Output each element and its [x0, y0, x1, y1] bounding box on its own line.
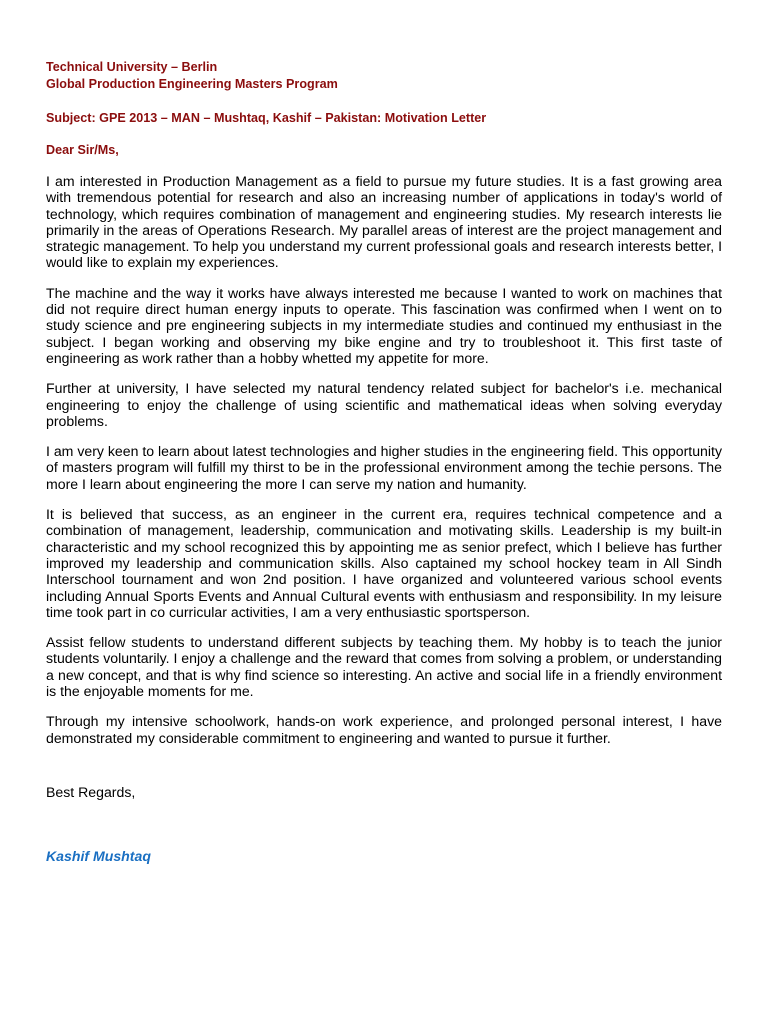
paragraph-machines: The machine and the way it works have always interested me because I wanted to work on machines that did not require direct human energy inputs to operate. This fascination was confirmed when I went on to study science and pre engineering subjects in my intermediate studies and continued my enthusiast in the subject. I began working and observing my bike engine and try to troubleshoot it. This first taste of engineering as work rather than a hobby whetted my appetite for more. — [46, 284, 722, 366]
paragraph-commitment: Through my intensive schoolwork, hands-on work experience, and prolonged personal interest, I have demonstrated my considerable commitment to engineering and wanted to pursue it further. — [46, 713, 722, 746]
university-heading: Technical University – Berlin — [46, 60, 218, 74]
subject-line: Subject: GPE 2013 – MAN – Mushtaq, Kashif – Pakistan: Motivation Letter — [46, 111, 487, 125]
paragraph-interest: I am interested in Production Management as a field to pursue my future studies. It is a fast growing area with tremendous potential for research and also an increasing number of applications in today's world of technology, which requires combination of management and engineering studies. My research interests lie primarily in the areas of Operations Research. My parallel areas of interest are the project management and strategic management. To help you understand my current professional goals and research interests better, I would like to explain my experiences. — [46, 173, 722, 271]
program-heading: Global Production Engineering Masters Program — [46, 77, 338, 91]
salutation: Dear Sir/Ms, — [46, 143, 119, 157]
signature: Kashif Mushtaq — [46, 848, 151, 865]
paragraph-leadership: It is believed that success, as an engineer in the current era, requires technical competence and a combination of management, leadership, communication and motivating skills. Leadership is my built-in characteristic and my school recognized this by appointing me as senior prefect, which I believe has further improved my leadership and communication skills. Also captained my school hockey team in All Sindh Interschool tournament and won 2nd position. I have organized and volunteered various school events including Annual Sports Events and Annual Cultural events with enthusiasm and responsibility. In my leisure time took part in co curricular activities, I am a very enthusiastic sportsperson. — [46, 506, 722, 620]
paragraph-keen: I am very keen to learn about latest technologies and higher studies in the engineering field. This opportunity of masters program will fulfill my thirst to be in the professional environment among the techie persons. The more I learn about engineering the more I can serve my nation and humanity. — [46, 443, 722, 492]
letter-page — [46, 59, 722, 865]
closing: Best Regards, — [46, 783, 136, 800]
paragraph-university: Further at university, I have selected my natural tendency related subject for bachelor's i.e. mechanical engineering to enjoy the challenge of using scientific and mathematical ideas when solving everyday problems. — [46, 380, 722, 429]
paragraph-teaching: Assist fellow students to understand different subjects by teaching them. My hobby is to teach the junior students voluntarily. I enjoy a challenge and the reward that comes from solving a problem, or understanding a new concept, and that is why find science so interesting. An active and social life in a friendly environment is the enjoyable moments for me. — [46, 634, 722, 700]
